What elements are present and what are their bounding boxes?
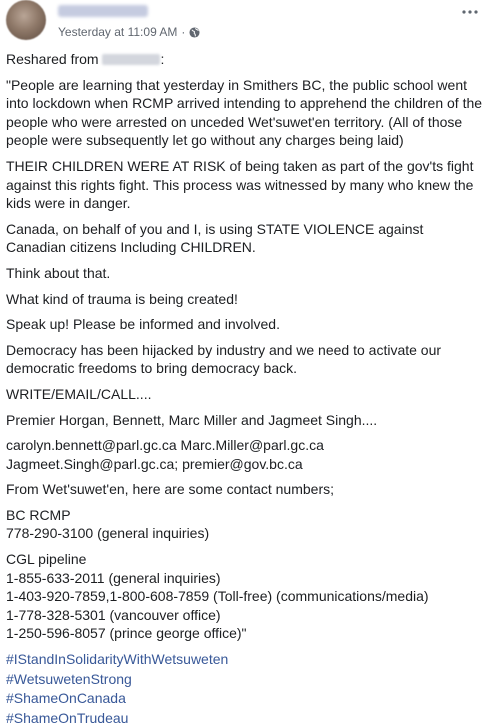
more-dots-icon (462, 1, 478, 19)
reshared-prefix: Reshared from (6, 51, 103, 67)
author-name[interactable] (58, 5, 148, 17)
paragraph-contact-rcmp: BC RCMP 778-290-3100 (general inquiries) (6, 506, 210, 542)
hashtag-link[interactable]: #IStandInSolidarityWithWetsuweten (6, 651, 229, 668)
reshared-line (6, 50, 484, 69)
hashtag-list (6, 650, 484, 728)
timestamp[interactable]: Yesterday at 11:09 AM (58, 25, 178, 39)
reshared-source-link[interactable] (102, 54, 160, 65)
paragraph: What kind of trauma is being created! (6, 290, 238, 307)
reshared-suffix: : (160, 51, 165, 67)
paragraph: Premier Horgan, Bennett, Marc Miller and Jagmeet Singh.... (6, 411, 378, 428)
paragraph-emails: carolyn.bennett@parl.gc.ca Marc.Miller@parl.gc.ca Jagmeet.Singh@parl.gc.ca; premier@gov.bc.ca (6, 437, 324, 472)
post-body (6, 50, 484, 728)
paragraph: "People are learning that yesterday in Smithers BC, the public school went into lockdown when RCMP arrived intending to apprehend the children of the people who were arrested on unceded Wet'suwet'en territory. (All of those people were subsequently let go without any charges being laid) (6, 76, 483, 149)
post-meta (58, 25, 200, 39)
paragraph: WRITE/EMAIL/CALL.... (6, 385, 152, 402)
paragraph: Speak up! Please be informed and involved. (6, 316, 280, 333)
avatar[interactable] (6, 0, 46, 40)
paragraph: Canada, on behalf of you and I, is using STATE VIOLENCE against Canadian citizens Including CHILDREN. (6, 220, 424, 256)
paragraph: THEIR CHILDREN WERE AT RISK of being taken as part of the gov'ts fight against this rights fight. This process was witnessed by many who knew the kids were in danger. (6, 157, 474, 212)
paragraph: From Wet'suwet'en, here are some contact numbers; (6, 481, 335, 498)
hashtag-link[interactable]: #ShameOnCanada (6, 690, 126, 707)
post-header (6, 0, 483, 44)
paragraph-contact-cgl: CGL pipeline 1-855-633-2011 (general inquiries) 1-403-920-7859,1-800-608-7859 (Toll-free) (communications/media) 1-778-328-5301 (vancouver office) 1-250-596-8057 (prince george office)" (6, 551, 429, 642)
more-options-button[interactable] (459, 2, 481, 18)
hashtag-link[interactable]: #WetsuwetenStrong (6, 670, 132, 687)
meta-separator: · (181, 25, 186, 39)
paragraph: Democracy has been hijacked by industry and we need to activate our democratic freedoms to bring democracy back. (6, 341, 442, 377)
hashtag-link[interactable]: #ShameOnTrudeau (6, 709, 129, 726)
paragraph: Think about that. (6, 264, 111, 281)
globe-icon[interactable] (189, 27, 200, 38)
